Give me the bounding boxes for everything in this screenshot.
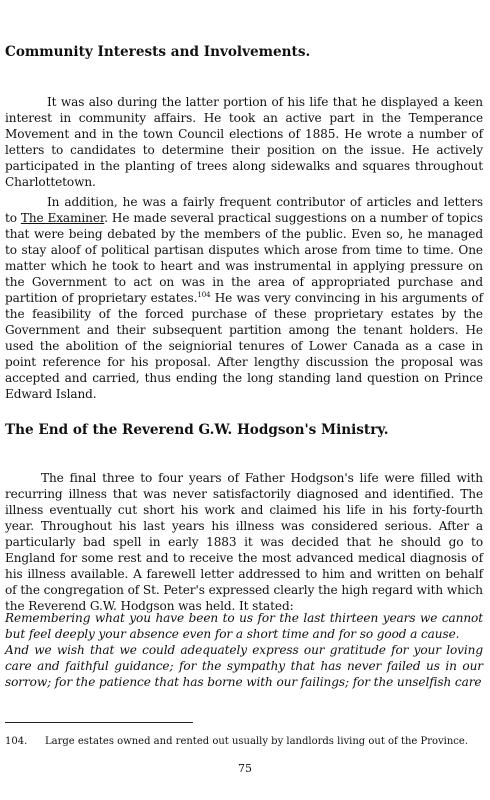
quote-line-2: And we wish that we could adequately express our gratitude for your loving care and faithful guidance; for the sympathy that has never failed us in our sorrow; for the patience that has borne with our failings; for the unselfish care <box>5 643 483 689</box>
publication-title: The Examiner <box>20 211 105 225</box>
footnote <box>5 736 483 748</box>
paragraph-text-part1: . He made several practical suggestions on a number of topics that were being debated by the members of the public. Even so, he managed to stay aloof of political partisan disputes which arose from time to time. One matter which he took to heart and was instrumental in applying pressure on the Government to act on was in the area of appropriated purchase and partition of proprietary estates. <box>5 211 484 305</box>
paragraph-text: The final three to four years of Father Hodgson's life were filled with recurring illness that was never satisfactorily diagnosed and identified. The illness eventually cut short his work and claimed his life in his forty-fourth year. Throughout his last years his illness was considered serious. After a particularly bad spell in early 1883 it was decided that he should go to England for some rest and to receive the most advanced medical diagnosis of his illness available. A farewell letter addressed to him and written on behalf of the congregation of St. Peter's expressed clearly the high regard with which the Reverend G.W. Hodgson was held. It stated: <box>5 471 483 613</box>
paragraph-text-intro: In addition, he was a fairly frequent contributor of articles and letters to <box>5 195 483 225</box>
footnote-text: Large estates owned and rented out usually by landlords living out of the Province. <box>45 736 469 747</box>
section-heading-community: Community Interests and Involvements. <box>5 44 311 60</box>
footnote-number: 104. <box>5 736 28 747</box>
page-number: 75 <box>238 762 252 775</box>
paragraph-text: It was also during the latter portion of his life that he displayed a keen interest in community affairs. He took an active part in the Temperance Movement and in the town Council elections of 1885. He wrote a number of letters to candidates to determine their position on the issue. He actively participated in the planting of trees along sidewalks and squares throughout Charlottetown. <box>5 95 483 189</box>
footnote-divider <box>5 722 193 723</box>
farewell-letter-quote <box>5 610 483 690</box>
section-heading-ministry-end: The End of the Reverend G.W. Hodgson's Ministry. <box>5 422 389 438</box>
paragraph-examiner <box>5 194 483 402</box>
paragraph-final-years <box>5 470 483 614</box>
footnote-reference: 104 <box>197 290 211 299</box>
quote-line-1: Remembering what you have been to us for the last thirteen years we cannot but feel deeply your absence even for a short time and for so good a cause. <box>5 611 483 641</box>
paragraph-community-interests <box>5 94 483 190</box>
paragraph-text-part2: He was very convincing in his arguments of the feasibility of the forced purchase of these proprietary estates by the Government and their subsequent partition among the tenant holders. He used the abolition of the seigniorial tenures of Lower Canada as a case in point reference for his proposal. After lengthy discussion the proposal was accepted and carried, thus ending the long standing land question on Prince Edward Island. <box>5 291 483 401</box>
